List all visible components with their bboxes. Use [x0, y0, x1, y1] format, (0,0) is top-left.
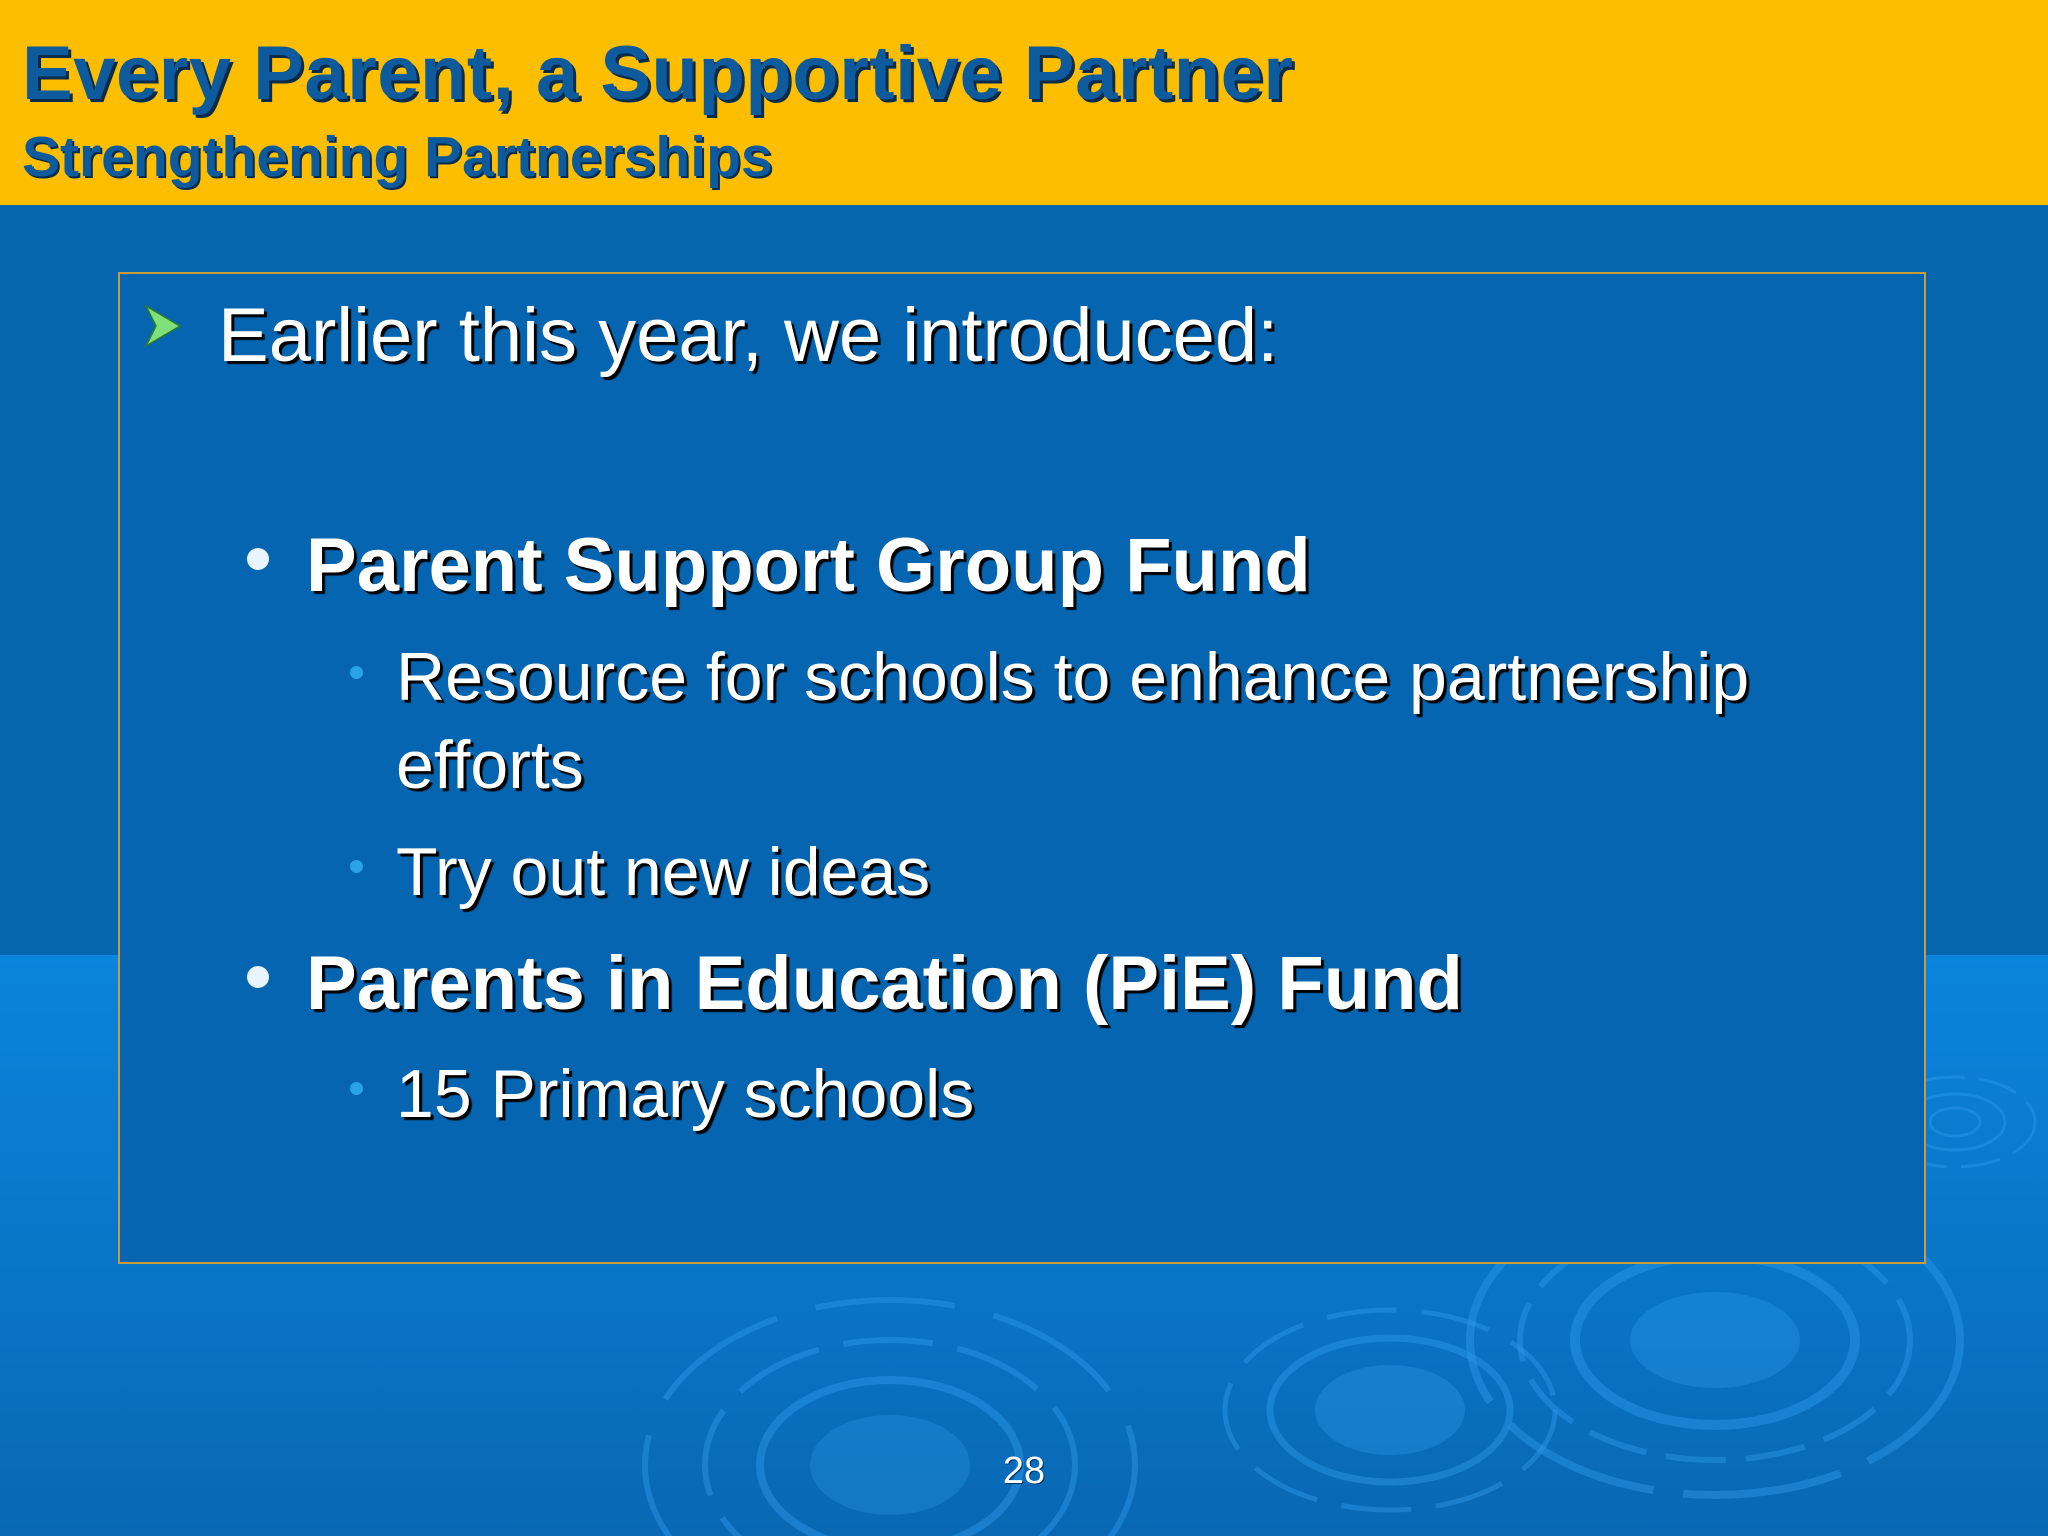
small-round-bullet-icon: [350, 860, 363, 873]
slide-header-bar: [0, 0, 2048, 205]
page-number: 28: [1002, 1450, 1046, 1492]
round-bullet-icon: [247, 548, 269, 570]
round-bullet-icon: [247, 966, 269, 988]
small-round-bullet-icon: [350, 666, 363, 679]
arrow-bullet-icon: [144, 302, 184, 350]
sub-item-resource-text: Resource for schools to enhance partnership efforts: [396, 639, 1750, 803]
list-item-pie-fund: Parents in Education (PiE) Fund: [306, 941, 1463, 1026]
sub-item-resource: [396, 633, 1896, 809]
list-item-parent-support-group-fund: Parent Support Group Fund: [306, 523, 1311, 608]
small-round-bullet-icon: [350, 1082, 363, 1095]
slide-subtitle: Strengthening Partnerships: [22, 125, 773, 189]
slide-title: Every Parent, a Supportive Partner: [22, 31, 1294, 116]
sub-item-primary-schools: 15 Primary schools: [396, 1056, 975, 1132]
sub-item-try-out: Try out new ideas: [396, 834, 931, 910]
intro-text: Earlier this year, we introduced:: [218, 293, 1279, 378]
